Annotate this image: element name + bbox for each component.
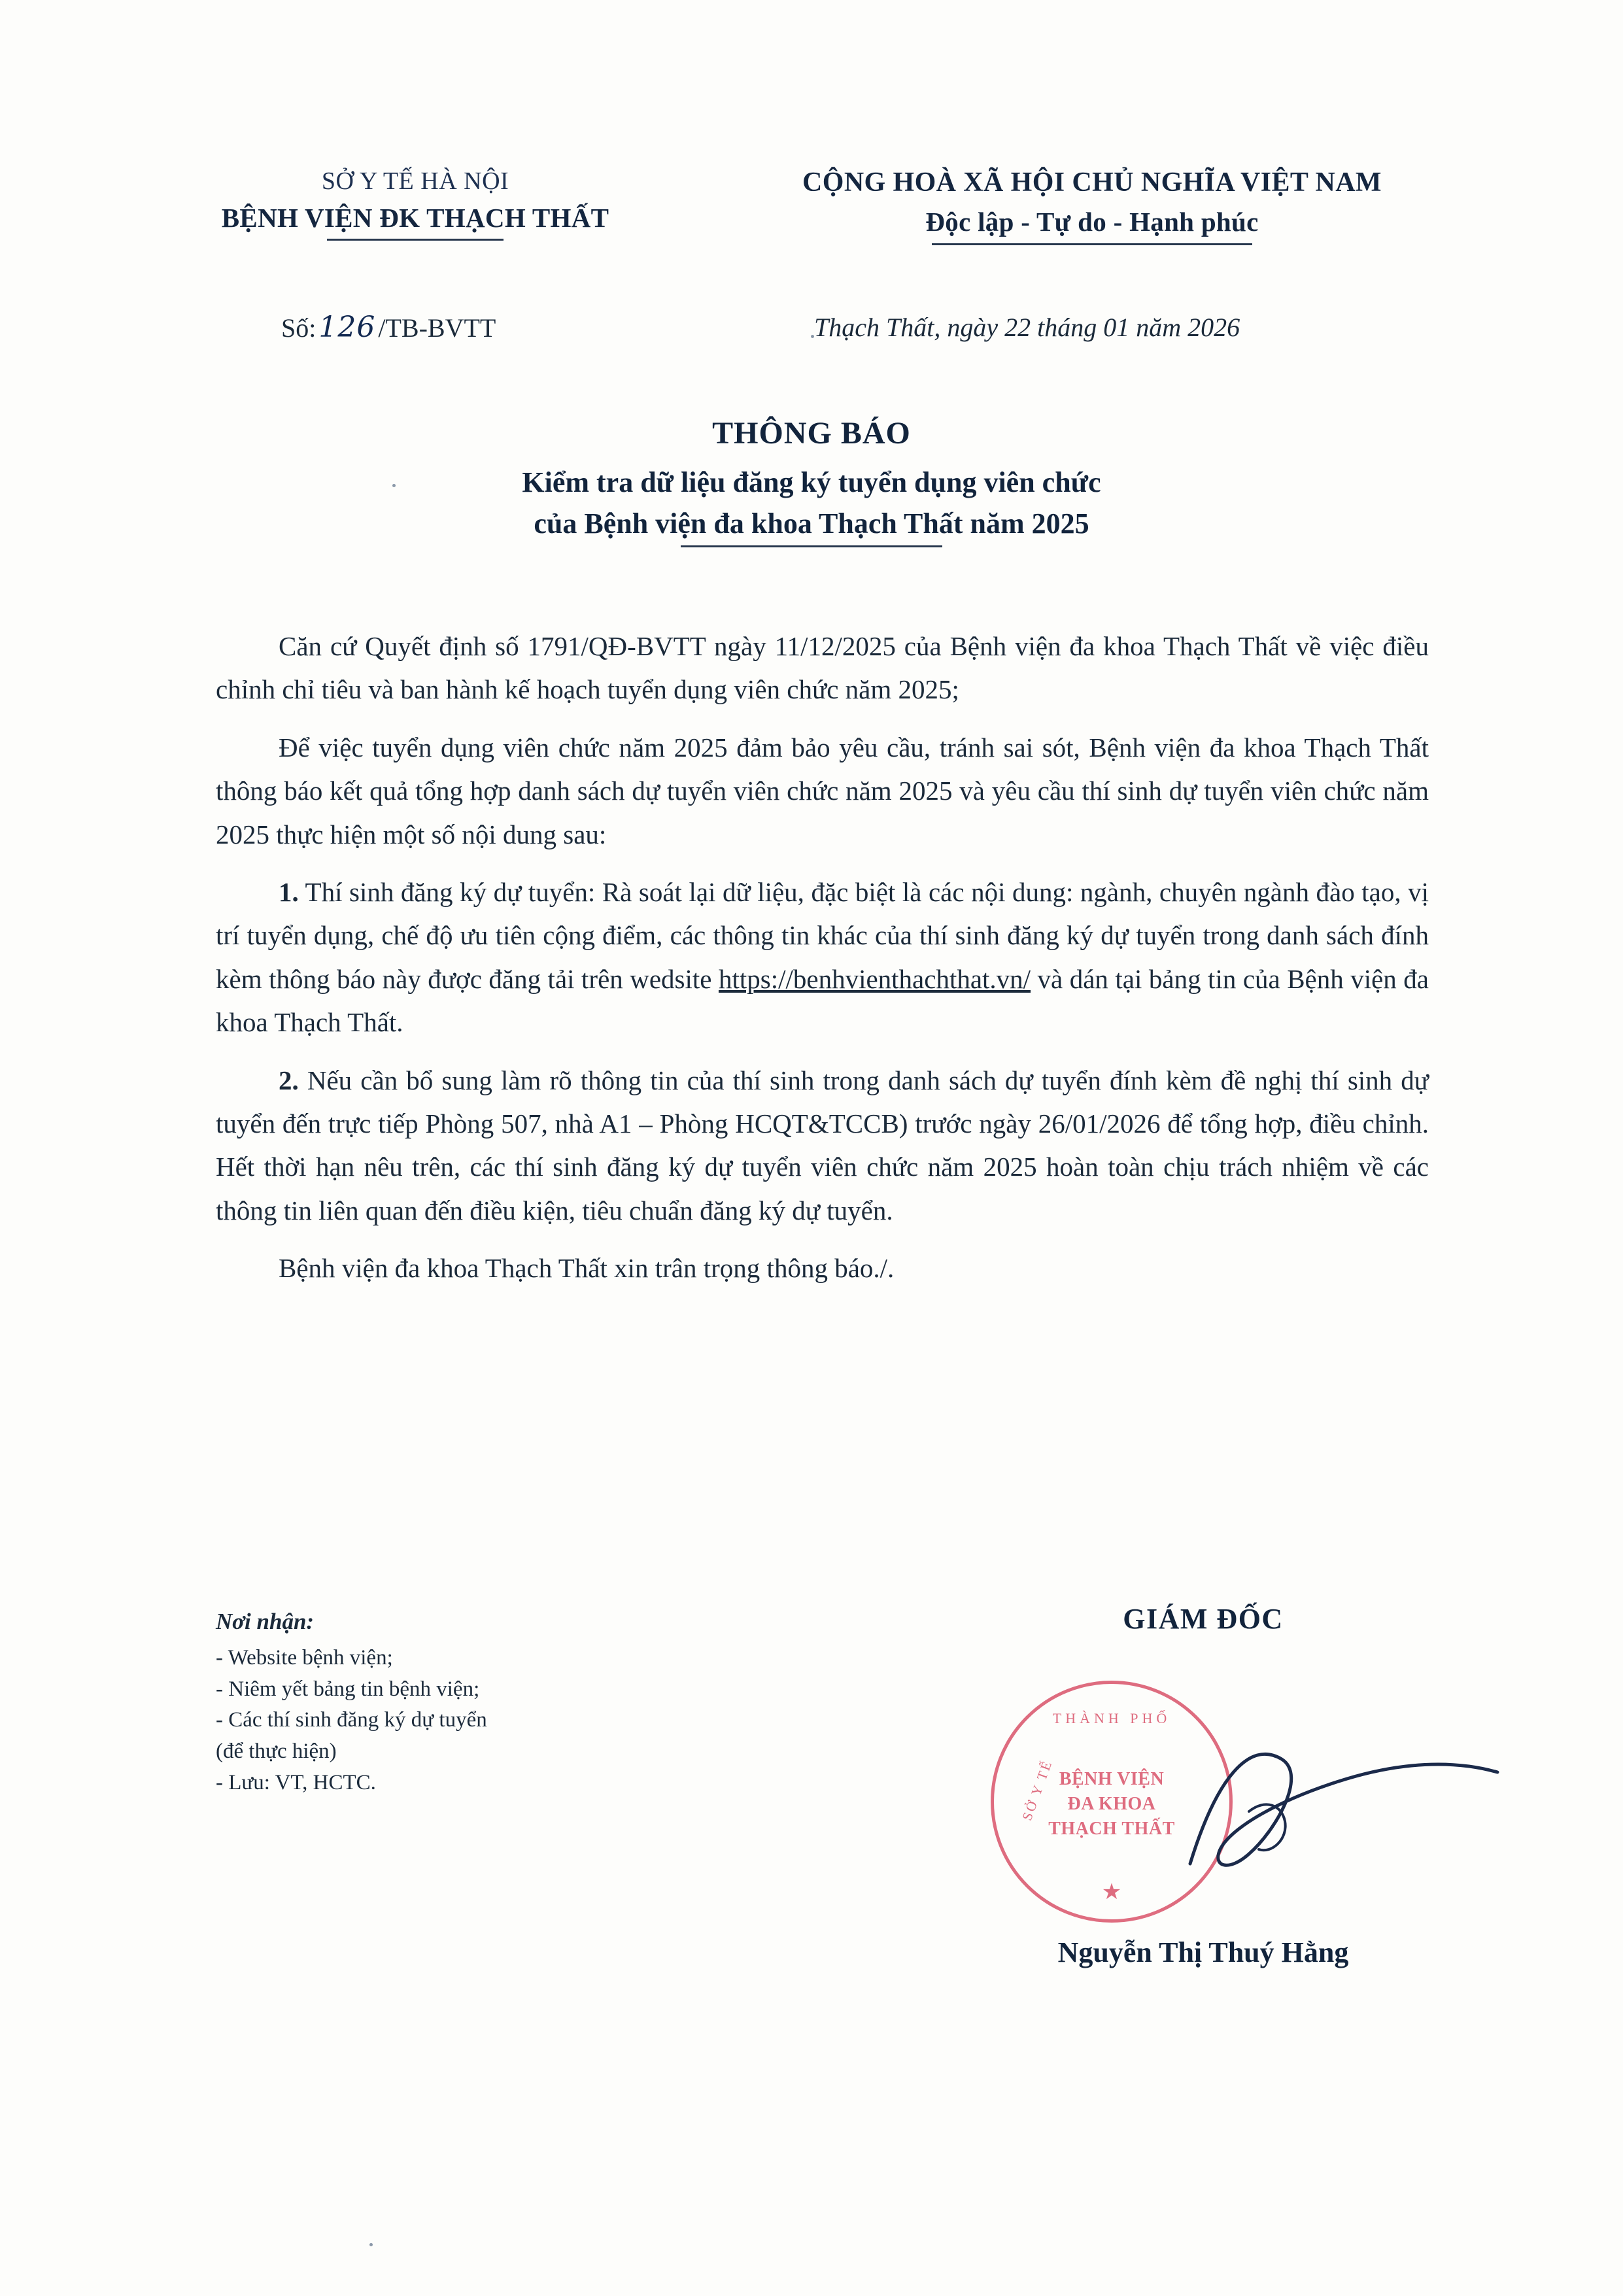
recipients-title: Nơi nhận:	[216, 1609, 315, 1634]
document-body	[216, 625, 1429, 1305]
header-divider-left	[327, 239, 504, 241]
paragraph-purpose: Để việc tuyển dụng viên chức năm 2025 đảm bảo yêu cầu, tránh sai sót, Bệnh viện đa khoa Thạch Thất thông báo kết quả tổng hợp danh sách dự tuyển viên chức năm 2025 và yêu cầu thí sinh dự tuyển viên chức năm 2025 thực hiện một số nội dung sau:	[216, 732, 1429, 849]
recipient-item: - Lưu: VT, HCTC.	[216, 1771, 376, 1795]
document-subtitle-line2: của Bệnh viện đa khoa Thạch Thất năm 2025	[534, 507, 1089, 540]
scan-speck	[392, 484, 396, 487]
seal-line-3: THẠCH THẤT	[1048, 1819, 1175, 1839]
title-divider	[681, 545, 942, 547]
place-and-date: Thạch Thất, ngày 22 tháng 01 năm 2026	[814, 313, 1240, 342]
title-block	[0, 415, 1623, 547]
document-number-prefix: Số:	[281, 313, 316, 343]
seal-star-icon: ★	[1101, 1880, 1122, 1904]
document-subtitle-line1: Kiểm tra dữ liệu đăng ký tuyển dụng viên chức	[522, 466, 1101, 498]
national-heading	[700, 167, 1484, 245]
department-name: SỞ Y TẾ HÀ NỘI	[321, 167, 509, 195]
signer-name: Nguyễn Thị Thuý Hằng	[1057, 1936, 1349, 1968]
item-1-text-part2: và dán tại bảng tin của Bệnh viện đa khoa Thạch Thất.	[216, 963, 1429, 1038]
seal-line-2: ĐA KHOA	[1067, 1794, 1156, 1814]
paragraph-closing: Bệnh viện đa khoa Thạch Thất xin trân trọng thông báo./.	[279, 1253, 895, 1284]
item-2-number: 2.	[279, 1065, 299, 1095]
issuing-organization	[173, 167, 657, 241]
item-1-number: 1.	[279, 877, 299, 908]
paragraph-item-2	[216, 1059, 1429, 1233]
signer-title: GIÁM ĐỐC	[1123, 1603, 1284, 1635]
scan-speck	[811, 335, 814, 338]
document-number	[281, 311, 496, 344]
recipient-item: - Các thí sinh đăng ký dự tuyển	[216, 1708, 487, 1732]
seal-arc-top: THÀNH PHỐ	[1052, 1710, 1171, 1726]
scan-speck	[369, 2243, 373, 2246]
recipient-item: - Niêm yết bảng tin bệnh viện;	[216, 1677, 480, 1701]
header-divider-right	[932, 243, 1252, 245]
seal-arc-left: SỞ Y TẾ	[1019, 1757, 1056, 1823]
hospital-name: BỆNH VIỆN ĐK THẠCH THẤT	[221, 203, 609, 233]
country-motto: Độc lập - Tự do - Hạnh phúc	[925, 207, 1259, 237]
paragraph-item-1	[216, 870, 1429, 1044]
item-2-text: Nếu cần bổ sung làm rõ thông tin của thí sinh trong danh sách dự tuyển đính kèm đề nghị thí sinh dự tuyển đến trực tiếp Phòng 507, nhà A1 – Phòng HCQT&TCCB) trước ngày 26/01/2026 để tổng hợp, điều chỉnh. Hết thời hạn nêu trên, các thí sinh đăng ký dự tuyển viên chức năm 2025 hoàn toàn chịu trách nhiệm về các thông tin liên quan đến điều kiện, tiêu chuẩn đăng ký dự tuyển.	[216, 1065, 1429, 1225]
website-link[interactable]: https://benhvienthachthat.vn/	[718, 963, 1031, 994]
paragraph-basis: Căn cứ Quyết định số 1791/QĐ-BVTT ngày 11/12/2025 của Bệnh viện đa khoa Thạch Thất về việc điều chỉnh chỉ tiêu và ban hành kế hoạch tuyển dụng viên chức năm 2025;	[216, 631, 1429, 705]
country-name: CỘNG HOÀ XÃ HỘI CHỦ NGHĨA VIỆT NAM	[802, 167, 1382, 197]
seal-line-1: BỆNH VIỆN	[1059, 1769, 1165, 1789]
item-1-text-part1: Thí sinh đăng ký dự tuyển: Rà soát lại dữ liệu, đặc biệt là các nội dung: ngành, chuyên ngành đào tạo, vị trí tuyển dụng, chế độ ưu tiên cộng điểm, các thông tin khác của thí sinh đăng ký dự tuyển trong danh sách đính kèm thông báo này được đăng tải trên wedsite	[216, 877, 1429, 994]
document-title: THÔNG BÁO	[712, 416, 911, 451]
recipients-block	[216, 1605, 752, 1799]
recipient-item: - Website bệnh viện;	[216, 1645, 393, 1670]
document-number-handwritten: 126	[318, 311, 376, 344]
official-seal	[991, 1681, 1233, 1923]
recipient-item: (để thực hiện)	[216, 1739, 337, 1764]
document-number-row	[0, 311, 1623, 356]
document-number-suffix: /TB-BVTT	[378, 313, 496, 343]
